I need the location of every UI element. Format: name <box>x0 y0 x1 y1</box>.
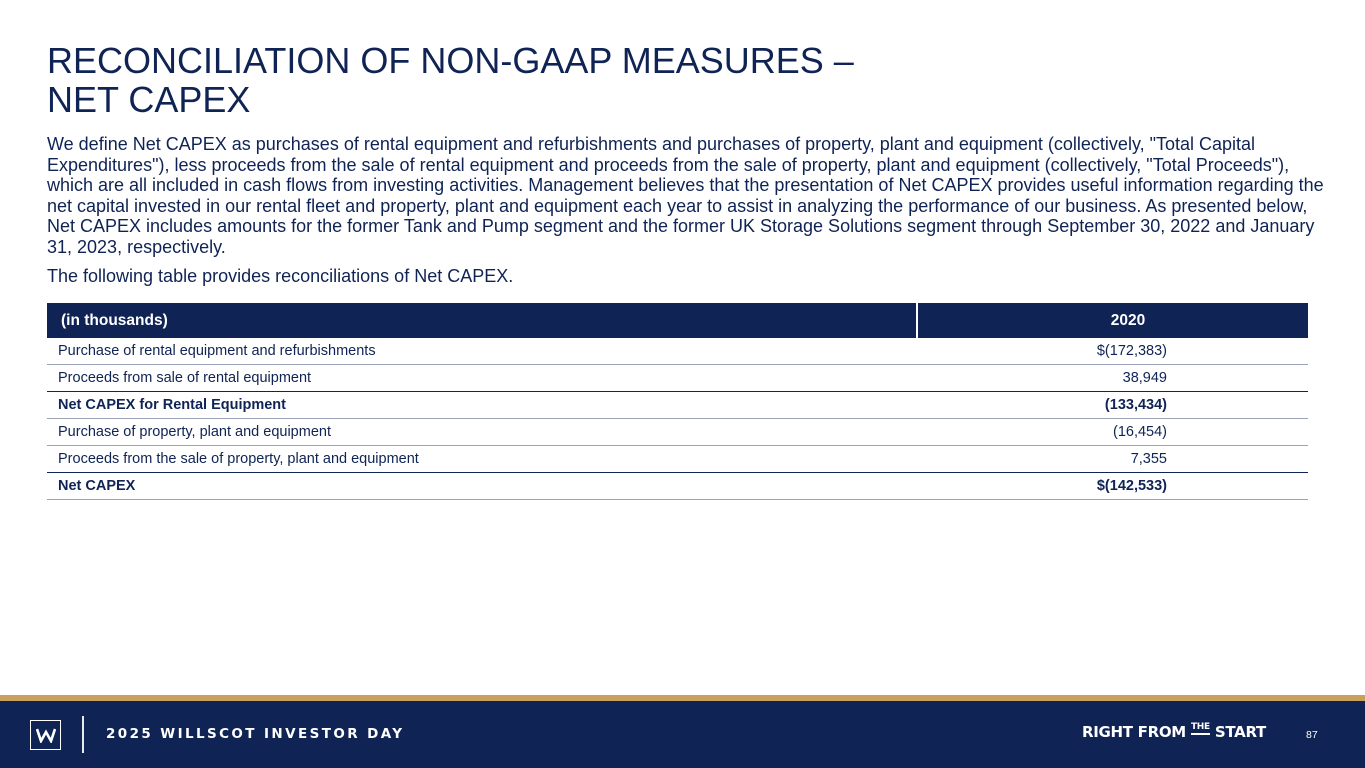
tagline-the: THE <box>1191 723 1210 735</box>
row-value: $(172,383) <box>917 338 1308 365</box>
row-label: Proceeds from sale of rental equipment <box>47 365 917 392</box>
footer-bar <box>0 701 1365 768</box>
row-value: (133,434) <box>917 392 1308 419</box>
tagline-part-2: START <box>1214 723 1266 741</box>
table-header <box>47 303 1308 338</box>
slide-title-line-1: RECONCILIATION OF NON-GAAP MEASURES – <box>47 40 854 81</box>
row-label: Purchase of property, plant and equipment <box>47 419 917 446</box>
table-row-total <box>47 473 1308 500</box>
slide-title-line-2: NET CAPEX <box>47 79 251 120</box>
table-body <box>47 338 1308 500</box>
tagline <box>1082 723 1266 741</box>
row-value: (16,454) <box>917 419 1308 446</box>
row-value: 38,949 <box>917 365 1308 392</box>
table-header-row <box>47 303 1308 338</box>
tagline-part-1: RIGHT FROM <box>1082 723 1186 741</box>
table-row <box>47 419 1308 446</box>
row-label: Proceeds from the sale of property, plant and equipment <box>47 446 917 473</box>
header-units: (in thousands) <box>47 303 917 338</box>
row-value: $(142,533) <box>917 473 1308 500</box>
willscot-logo <box>30 720 61 750</box>
intro-paragraph: We define Net CAPEX as purchases of rental equipment and refurbishments and purchases of property, plant and equipment (collectively, "Total Capital Expenditures"), less proceeds from the sale of rental equipment and proceeds from the sale of property, plant and equipment (collectively, "Total Proceeds"), which are all included in cash flows from investing activities. Management believes that the presentation of Net CAPEX provides useful information regarding the net capital invested in our rental fleet and property, plant and equipment each year to assist in analyzing the performance of our business. As presented below, Net CAPEX includes amounts for the former Tank and Pump segment and the former UK Storage Solutions segment through September 30, 2022 and January 31, 2023, respectively. <box>47 134 1324 257</box>
table-row <box>47 446 1308 473</box>
table-row <box>47 365 1308 392</box>
page-number: 87 <box>1306 729 1318 741</box>
row-label: Purchase of rental equipment and refurbishments <box>47 338 917 365</box>
slide-title <box>47 41 1147 119</box>
table-row-subtotal <box>47 392 1308 419</box>
table-row <box>47 338 1308 365</box>
row-value: 7,355 <box>917 446 1308 473</box>
header-year: 2020 <box>917 303 1308 338</box>
w-logo-icon <box>36 727 56 743</box>
row-label: Net CAPEX <box>47 473 917 500</box>
table-lead-text: The following table provides reconciliations of Net CAPEX. <box>47 266 514 286</box>
footer-divider <box>82 716 84 753</box>
net-capex-table <box>47 303 1308 500</box>
event-name: 2025 WILLSCOT INVESTOR DAY <box>106 726 405 742</box>
row-label: Net CAPEX for Rental Equipment <box>47 392 917 419</box>
